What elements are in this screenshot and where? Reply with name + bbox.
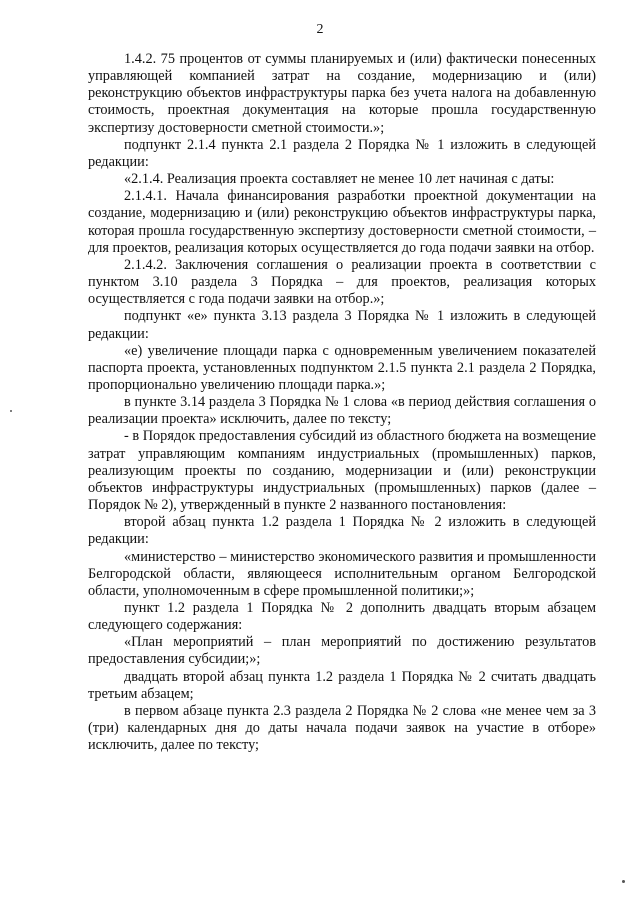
scan-speck bbox=[622, 880, 625, 883]
paragraph-amend-2-3: в первом абзаце пункта 2.3 раздела 2 Порядка № 2 слова «не менее чем за 3 (три) календарных дня до даты начала подачи заявок на участие в отборе» исключить, далее по тексту; bbox=[88, 702, 596, 754]
scan-speck bbox=[10, 410, 12, 412]
paragraph-3-13-e: «е) увеличение площади парка с одновременным увеличением показателей паспорта проекта, установленных подпунктом 2.1.5 пункта 2.1 раздела 2 Порядка, пропорционально увеличению площади парка.»; bbox=[88, 342, 596, 393]
paragraph-amend-3-13-e: подпункт «е» пункта 3.13 раздела 3 Порядка № 1 изложить в следующей редакции: bbox=[88, 308, 596, 342]
paragraph-amend-3-14: в пункте 3.14 раздела 3 Порядка № 1 слова «в период действия соглашения о реализации проекта» исключить, далее по тексту; bbox=[88, 394, 596, 428]
paragraph-2-1-4: «2.1.4. Реализация проекта составляет не менее 10 лет начиная с даты: bbox=[124, 171, 555, 188]
document-body bbox=[88, 51, 596, 754]
paragraph-ministry-definition: «министерство – министерство экономического развития и промышленности Белгородской области, являющееся исполнительным органом Белгородской области, уполномоченным в сфере промышленной политики;»; bbox=[88, 548, 596, 599]
paragraph-2-1-4-2: 2.1.4.2. Заключения соглашения о реализации проекта в соответствии с пунктом 3.10 раздела 3 Порядка – для проектов, реализация которых осуществляется с года подачи заявки на отбор.»; bbox=[88, 256, 596, 308]
paragraph-amend-1-2-second: второй абзац пункта 1.2 раздела 1 Порядка № 2 изложить в следующей редакции: bbox=[88, 514, 596, 548]
paragraph-plan-definition: «План мероприятий – план мероприятий по достижению результатов предоставления субсидии;»; bbox=[88, 634, 596, 668]
paragraph-1-4-2: 1.4.2. 75 процентов от суммы планируемых и (или) фактически понесенных управляющей компанией затрат на создание, модернизацию и (или) реконструкцию объектов инфраструктуры парка без учета налога на добавленную стоимость, проектная документация на которые прошла государственную экспертизу достоверности сметной стоимости.»; bbox=[88, 51, 596, 136]
paragraph-amend-1-2-add: пункт 1.2 раздела 1 Порядка № 2 дополнить двадцать вторым абзацем следующего содержания: bbox=[88, 600, 596, 634]
page-number: 2 bbox=[316, 22, 324, 37]
paragraph-renumber: двадцать второй абзац пункта 1.2 раздела 1 Порядка № 2 считать двадцать третьим абзацем; bbox=[88, 668, 596, 702]
paragraph-amend-2-1-4: подпункт 2.1.4 пункта 2.1 раздела 2 Порядка № 1 изложить в следующей редакции: bbox=[88, 136, 596, 170]
paragraph-poryadok-2: - в Порядок предоставления субсидий из областного бюджета на возмещение затрат управляющим компаниям индустриальных (промышленных) парков, реализующим проекты по созданию, модернизации и (или) реконструкции объектов инфраструктуры индустриальных (промышленных) парков (далее – Порядок № 2), утвержденный в пункте 2 названного постановления: bbox=[88, 428, 596, 514]
paragraph-2-1-4-1: 2.1.4.1. Начала финансирования разработки проектной документации на создание, модернизацию и (или) реконструкцию объектов инфраструктуры парка, которая прошла государственную экспертизу достоверности сметной стоимости, – для проектов, реализация которых осуществляется до года подачи заявки на отбор. bbox=[88, 188, 596, 256]
